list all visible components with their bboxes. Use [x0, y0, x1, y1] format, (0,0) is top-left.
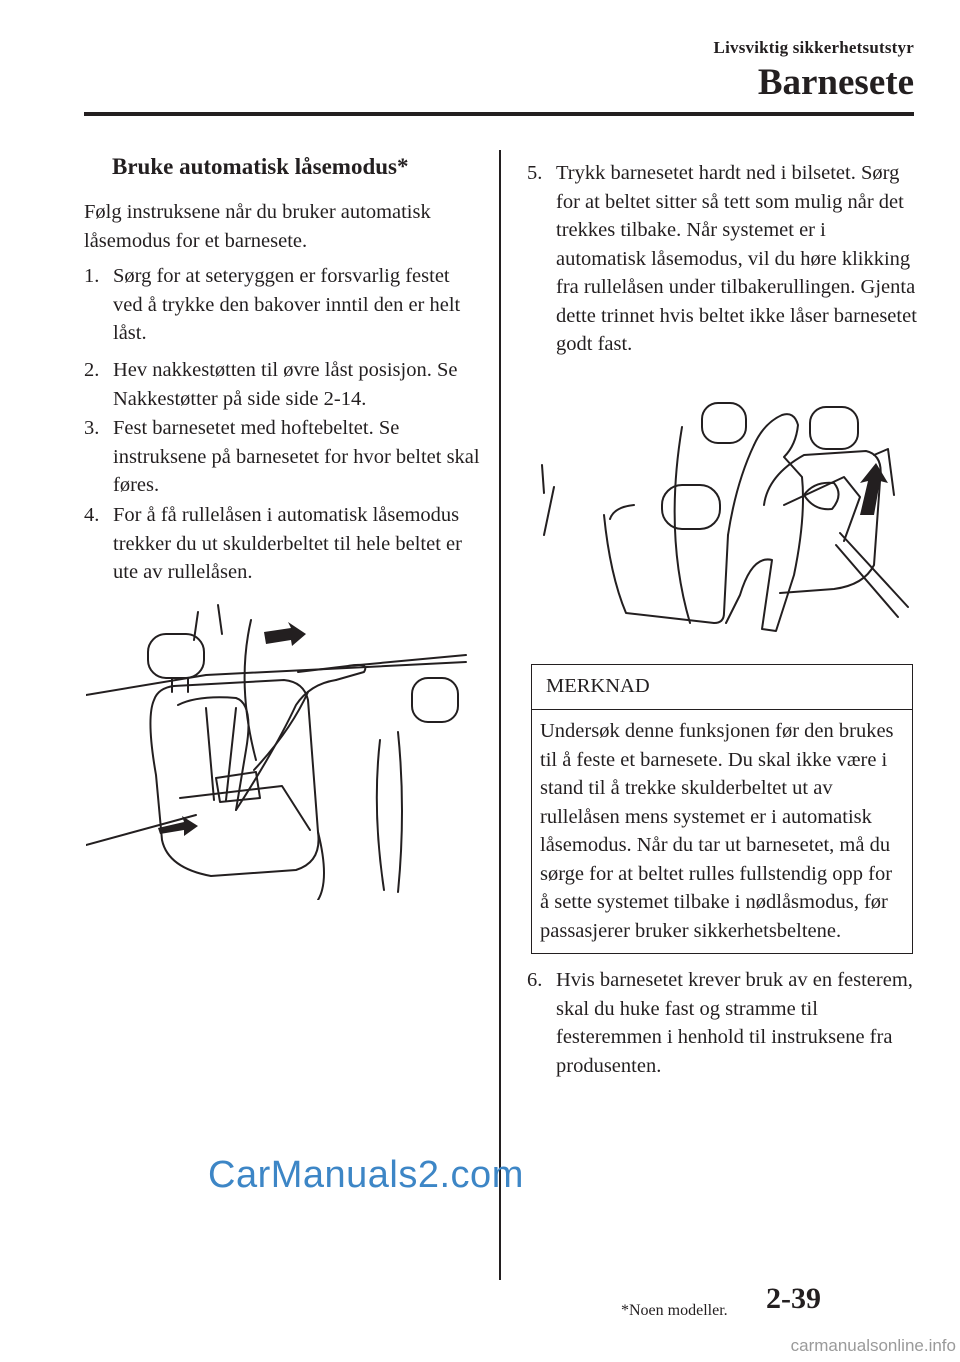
step-text: Sørg for at seteryggen er forsvarlig festet ved å trykke den bakover inntil den er helt låst.	[113, 265, 461, 344]
step-number: 2.	[84, 359, 100, 381]
step-1	[84, 262, 484, 348]
note-title: MERKNAD	[546, 675, 650, 697]
step-2	[84, 356, 484, 413]
step-text: Trykk barnesetet hardt ned i bilsetet. Sørg for at beltet sitter så tett som mulig når det trekkes tilbake. Når systemet er i automatisk låsemodus, vil du høre klikking fra rullelåsen under tilbakerullingen. Gjenta dette trinnet hvis beltet ikke låser barnesetet godt fast.	[556, 162, 917, 355]
step-text: For å få rullelåsen i automatisk låsemodus trekker du ut skulderbeltet til hele beltet er ute av rullelåsen.	[113, 504, 462, 583]
column-divider	[499, 150, 501, 1280]
footnote: *Noen modeller.	[621, 1302, 728, 1319]
page-number: 2-39	[766, 1282, 821, 1315]
watermark-logo: CarManuals2.com	[208, 1154, 524, 1196]
note-box	[531, 664, 913, 954]
step-5	[527, 159, 917, 359]
step-text: Hev nakkestøtten til øvre låst posisjon. Se Nakkestøtter på side side 2-14.	[113, 359, 458, 410]
step-number: 4.	[84, 504, 100, 526]
step-6	[527, 966, 917, 1080]
note-body: Undersøk denne funksjonen før den brukes til å feste et barnesete. Du skal ikke være i stand til å trekke skulderbeltet ut av rullelåsen mens systemet er i automatisk låsemodus. Når du tar ut barnesetet, må du sørge for at beltet rulles fullstendig opp for å sette systemet tilbake i nødlåsmodus, før passasjerer bruker sikkerhetsbeltene.	[540, 720, 894, 942]
child-seat-press-down-illustration	[514, 385, 914, 635]
chapter-title: Barnesete	[757, 62, 914, 103]
step-number: 6.	[527, 969, 543, 991]
step-text: Hvis barnesetet krever bruk av en festerem, skal du huke fast og stramme til festeremmen i henhold til instruksene fra produsenten.	[556, 969, 913, 1077]
child-seat-pull-belt-illustration	[86, 600, 470, 900]
header-rule	[84, 112, 914, 116]
step-number: 5.	[527, 162, 543, 184]
step-4	[84, 501, 484, 587]
section-heading: Bruke automatisk låsemodus*	[112, 154, 409, 179]
footer-watermark: carmanualsonline.info	[790, 1336, 956, 1355]
step-text: Fest barnesetet med hoftebeltet. Se instruksene på barnesetet for hvor beltet skal føres.	[113, 417, 480, 496]
note-divider	[532, 709, 912, 710]
step-3	[84, 414, 484, 500]
step-number: 3.	[84, 417, 100, 439]
intro-paragraph: Følg instruksene når du bruker automatisk låsemodus for et barnesete.	[84, 201, 431, 252]
step-number: 1.	[84, 265, 100, 287]
section-label: Livsviktig sikkerhetsutstyr	[713, 38, 914, 57]
